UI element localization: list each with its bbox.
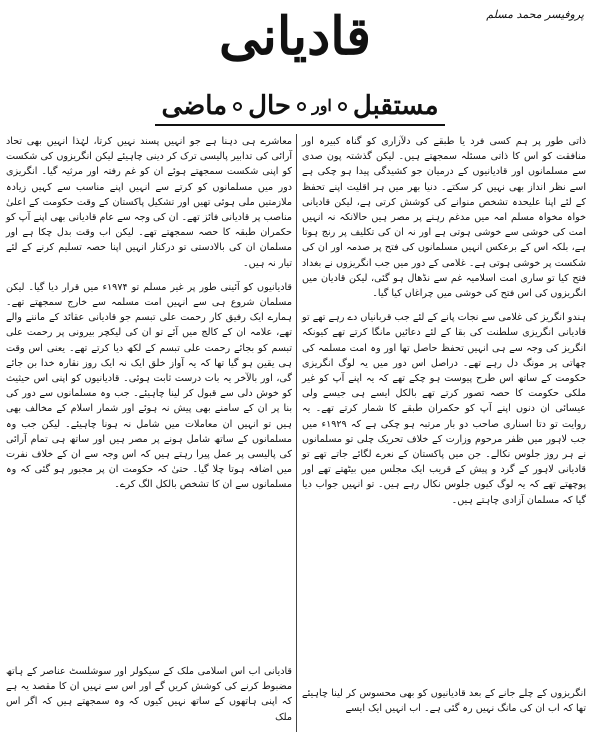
circle-separator-icon [338, 102, 347, 111]
subtitle-word-present: حال [248, 91, 291, 121]
paragraph: قادیانیوں کو آئینی طور پر غیر مسلم تو ۱۹۷۴ء میں قرار دیا گیا۔ لیکن مسلمان شروع ہی سے انہیں امت مسلمہ سے خارج سمجھتے تھے۔ ہمارے ایک رفیق کار رحمت علی تبسم جو قادیانی عقائد کے ماننے والے تھے، علامہ ان کے کالج میں آئے تو ان کی لیکچر بیرونی پر رحمت علی تبسم کو بجائے رحمت علی تبسم کے لکھ دیا کرتے تھے۔ یعنی اس وقت ہی یقین ہو گیا تھا کہ یہ آواز خلق ایک نہ ایک روز نقارہ خدا بن جائے گی، اور بالآخر یہ بات درست ثابت ہوئی۔ قادیانیوں کو اپنی اس حیثیث کو خوش دلی سے قبول کر لینا چاہیئے۔ جب وہ مسلمانوں سے دور کی بنا پر ان کے سامنے بھی پیش نہ ہوئے اور شمار اسلام کے مخالف بھی ہیں تو انہیں ان معاملات میں شامل نہ ہونا چاہیئے۔ لیکن جب وہ مسلمانوں کے ساتھ شامل ہونے پر مصر ہیں اور ساتھ ہی تمام آرائی کی پالیسی پر عمل پیرا رہتے ہیں کہ اس وجہ سے ان کے خلاف نفرت میں اضافہ ہوتا چلا گیا۔ حتیٰ کہ حکومت ان پر مجبور ہو گئی کہ وہ مسلمانوں سے ان کا تشخص بالکل الگ کرے۔ [6, 281, 292, 491]
text-column-right [302, 134, 586, 715]
paragraph: ہندو انگریز کی غلامی سے نجات پانے کے لئے جب قربانیاں دے رہے تھے تو قادیانی انگریزی سلطنت کی بقا کے لئے دعائیں مانگا کرتے تھے کیونکہ انگریز کی وجہ سے ہی انہیں تحفظ حاصل تھا اور وہ امت مسلمہ کی چھاتی پر مونگ دل رہے تھے۔ دراصل اس دور میں یہ لوگ انگریزی حکومت کے ساتھ اس طرح پیوست ہو چکے تھے کہ یہ اپنے آپ کو غیر ملکی حکومت کا حصہ تصور کرتے تھے بالکل ایسے ہی جیسے ولی عیسائی ان دنوں اپنے آپ کو حکمران طبقے کا شمار کرتے تھے۔ یہ روایت تو دتا اسناری صاحب دو بار مرتبہ ہو چکی ہے کہ ۱۹۲۹ء میں جب لاہور میں ظفر مرحوم وزارت کے خلاف تحریک چلی تو مسلمانوں نے ہر روز جلوس نکالے۔ جن میں پاکستان کے نعرے لگائے جاتے تھے تو قادیانی لاہور کے گرد و پیش کے قریب ایک مجلس میں بیٹھتے تھے اور پوچھتے تھے کہ یہ لوگ کیوں جلوس نکال رہے ہیں۔ تو انہیں جواب دیا گیا کہ مسلمان آزادی چاہتے ہیں۔ [302, 312, 586, 506]
paragraph: انگریزوں کے چلے جانے کے بعد قادیانیوں کو بھی محسوس کر لینا چاہیئے تھا کہ اب ان کی مانگ نہیں رہ گئی ہے۔ اب انہیں ایک ایسے [302, 688, 586, 715]
paragraph: ذاتی طور پر ہم کسی فرد یا طبقے کی دلآزاری کو گناہ کبیرہ اور منافقت کو اس کا ذاتی مسئلہ سمجھتے ہیں۔ لیکن گذشتہ پون صدی سے مسلمانوں اور قادیانیوں کے درمیان جو کشیدگی پیدا ہو چکی ہے اسے نظر انداز بھی نہیں کر سکتے۔ دنیا بھر میں ہر اقلیت اپنے تحفظ کے لئے اپنا علیحدہ تشخص منوانے کی کوشش کرتی ہے، لیکن قادیانی خواہ مخواہ مسلم امہ میں مدغم رہنے پر مصر ہیں حالانکہ نہ انہیں امت کی خوشی سے خوشی ہوتی ہے اور نہ ان کی تکلیف پر رنج ہوتا ہے، بلکہ اس کے برعکس انہیں مسلمانوں کی فتح پر صدمہ اور ان کی شکست پر خوشی ہوتی ہے۔ غلامی کے دور میں جب انگریزوں نے بغداد فتح کیا تو ساری امت اسلامیہ غم سے نڈھال ہو گئی، لیکن قادیان میں انگریزوں کی اس فتح کی خوشی میں چراغاں کیا گیا۔ [302, 136, 586, 300]
circle-separator-icon [297, 102, 306, 111]
circle-separator-icon [233, 102, 242, 111]
paragraph: قادیانی اب اس اسلامی ملک کے سیکولر اور سوشلسٹ عناصر کے ہاتھ مضبوط کرنے کی کوشش کریں گے اور اس سے نہیں ان کا مقصد یہ ہے کہ اپنی ہاتھوں کے ساتھ نہیں کیوں کہ وہ سمجھتے ہیں کہ اگر اس ملک [6, 666, 292, 723]
paragraph: معاشرے ہی دہنا ہے جو انہیں پسند نہیں کرتا، لہٰذا انہیں بھی تحاد آرائی کی تدابیر پالیسی ترک کر دینی چاہیئے لیکن انگریزوں کی شکست کو اپنی شکست سمجھتے ہوئے ان کو غم رفتہ اور مرثیہ گیا۔ انگریزی دور میں مسلمانوں کو کرتے سے انہیں اپنے مناسب سے کہیں زیادہ ملازمتیں ملی ہوئی تھیں اور تشکیل پاکستان کے وقت حکومت کے اعلیٰ مناصب پر قادیانی فائز تھے۔ ان کی وجہ سے عام قادیانی بھی اپنے آپ کو حکمران طبقہ کا حصہ سمجھتے تھے۔ لیکن اب وقت بدل چکا ہے اور مسلمان ان کی بالادستی تو درکنار انہیں اپنا حصہ تسلیم کرنے کے لئے تیار نہ ہیں۔ [6, 136, 292, 269]
text-column-left [6, 134, 292, 723]
article-subtitle [150, 86, 450, 126]
title-underline [155, 124, 445, 126]
subtitle-word-future: مستقبل [352, 91, 439, 121]
column-divider [296, 134, 297, 732]
author-byline: پروفیسر محمد مسلم [486, 8, 584, 21]
subtitle-word-and: اور [311, 96, 332, 115]
article-title: قادیانی [219, 6, 371, 67]
subtitle-word-past: ماضی [161, 91, 228, 121]
